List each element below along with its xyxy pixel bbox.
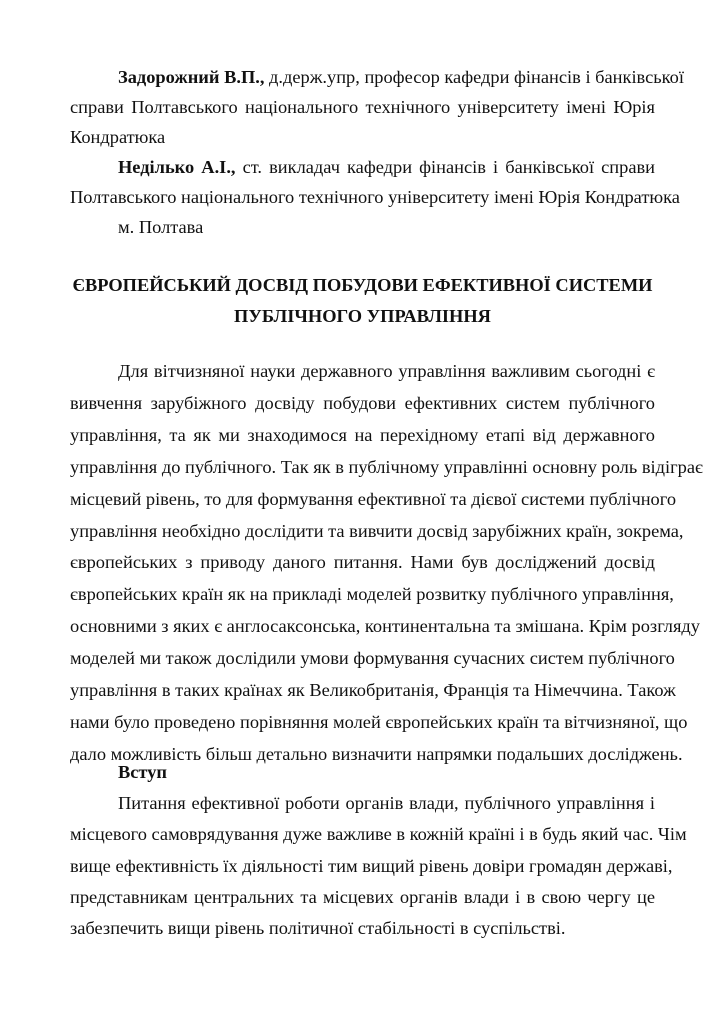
text-line: вище ефективність їх діяльності тим вищий рівень довіри громадян державі, <box>70 855 673 876</box>
title-line: ЄВРОПЕЙСЬКИЙ ДОСВІД ПОБУДОВИ ЕФЕКТИВНОЇ СИСТЕМИ <box>72 275 653 295</box>
author-2-line: Неділько А.І., ст. викладач кафедри фінансів і банківської справи <box>118 157 656 177</box>
text-line: європейських з приводу даного питання. Нами був досліджений досвід <box>70 552 655 573</box>
author-1-line: Задорожний В.П., д.держ.упр, професор кафедри фінансів і банківської <box>118 67 684 87</box>
text-line: забезпечить вищи рівень політичної стабільності в суспільстві. <box>70 918 566 939</box>
text-line: місцевого самоврядування дуже важливе в кожній країні і в будь який час. Чім <box>70 824 687 845</box>
author-1-name: Задорожний В.П., <box>118 67 265 87</box>
author-2-name: Неділько А.І., <box>118 157 236 177</box>
text-line: Питання ефективної роботи органів влади, публічного управління і <box>118 793 655 814</box>
text-line: управління, та як ми знаходимося на перехідному етапі від державного <box>70 424 655 445</box>
author-2-affiliation: Полтавського національного технічного університету імені Юрія Кондратюка <box>70 187 680 207</box>
article-title <box>70 270 655 332</box>
text-line: управління в таких країнах як Великобританія, Франція та Німеччина. Також <box>70 680 676 701</box>
text-line: основними з яких є англосаксонська, континентальна та змішана. Крім розгляду <box>70 616 700 637</box>
text-line: управління необхідно дослідити та вивчити досвід зарубіжних країн, зокрема, <box>70 520 684 541</box>
text-line: місцевий рівень, то для формування ефективної та дієвої системи публічного <box>70 488 677 509</box>
abstract-paragraph <box>70 356 703 771</box>
author-1-affiliation: Кондратюка <box>70 127 166 147</box>
text-line: нами було проведено порівняння молей європейських країн та вітчизняної, що <box>70 711 688 732</box>
text-line: управління до публічного. Так як в публічному управлінні основну роль відіграє <box>70 456 703 477</box>
section-heading: Вступ <box>118 762 168 782</box>
text-line: моделей ми також дослідили умови формування сучасних систем публічного <box>70 648 675 669</box>
introduction-section <box>70 757 687 944</box>
text-line: дало можливість більш детально визначити напрямки подальших досліджень. <box>70 743 683 764</box>
text-line: Для вітчизняної науки державного управління важливим сьогодні є <box>118 361 655 381</box>
text-line: європейських країн як на прикладі моделей розвитку публічного управління, <box>70 584 674 605</box>
author-1-affiliation: справи Полтавського національного технічного університету імені Юрія <box>70 97 655 117</box>
text-line: вивчення зарубіжного досвіду побудови ефективних систем публічного <box>70 392 655 413</box>
text-line: представникам центральних та місцевих органів влади і в свою чергу це <box>70 886 655 907</box>
author-info <box>70 62 684 242</box>
title-line: ПУБЛІЧНОГО УПРАВЛІННЯ <box>234 306 491 326</box>
city: м. Полтава <box>118 217 204 237</box>
